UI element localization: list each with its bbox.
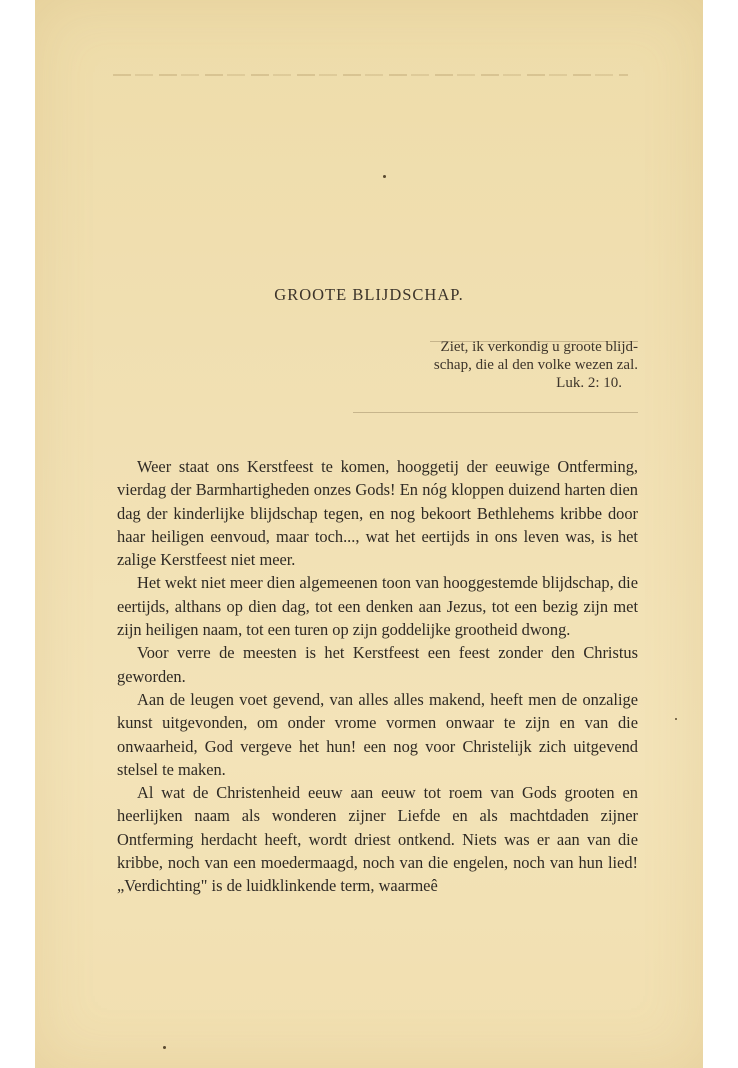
book-page (35, 0, 703, 1068)
motto-quote (335, 338, 638, 392)
paragraph: Het wekt niet meer dien algemeenen toon van hooggestemde blijdschap, die eertijds, althans op dien dag, tot een denken aan Jezus, tot een bezig zijn met zijn heiligen naam, tot een turen op zijn goddelijke grootheid dwong. (117, 573, 638, 640)
ink-speck-top (383, 175, 386, 178)
body-text (117, 455, 638, 898)
ink-speck-bottom (163, 1046, 166, 1049)
ink-speck-right (675, 718, 677, 720)
bleed-through-rule (113, 74, 628, 76)
motto-line-2: schap, die al den volke wezen zal. (433, 357, 638, 373)
motto-reference: Luk. 2: 10. (556, 375, 622, 391)
motto-line-1: Ziet, ik verkondig u groote blijd- (440, 339, 638, 355)
paragraph: Voor verre de meesten is het Kerstfeest een feest zonder den Christus geworden. (117, 643, 638, 686)
paragraph: Al wat de Christenheid eeuw aan eeuw tot roem van Gods grooten en heerlijken naam als wonderen zijner Liefde en als machtdaden zijner Ontferming herdacht heeft, wordt driest ontkend. Niets was er aan van die kribbe, noch van een moedermaagd, noch van die engelen, noch van hun lied! „Verdichting" is de luidklinkende term, waarmeê (117, 783, 638, 896)
motto-rule-bottom (353, 412, 638, 413)
chapter-title: GROOTE BLIJDSCHAP. (274, 285, 464, 304)
paragraph: Aan de leugen voet gevend, van alles alles makend, heeft men de onzalige kunst uitgevonden, om onder vrome vormen onwaar te zijn en van die onwaarheid, God vergeve het hun! een nog voor Christelijk zich uitgevend stelsel te maken. (117, 689, 638, 779)
paragraph: Weer staat ons Kerstfeest te komen, hooggetij der eeuwige Ontferming, vierdag der Barmhartigheden onzes Gods! En nóg kloppen duizend harten dien dag der kinderlijke blijdschap tegen, en nog bekoort Bethlehems kribbe door haar heiligen eenvoud, maar toch..., wat het eertijds in ons leven was, is het zalige Kerstfeest niet meer. (117, 457, 638, 570)
